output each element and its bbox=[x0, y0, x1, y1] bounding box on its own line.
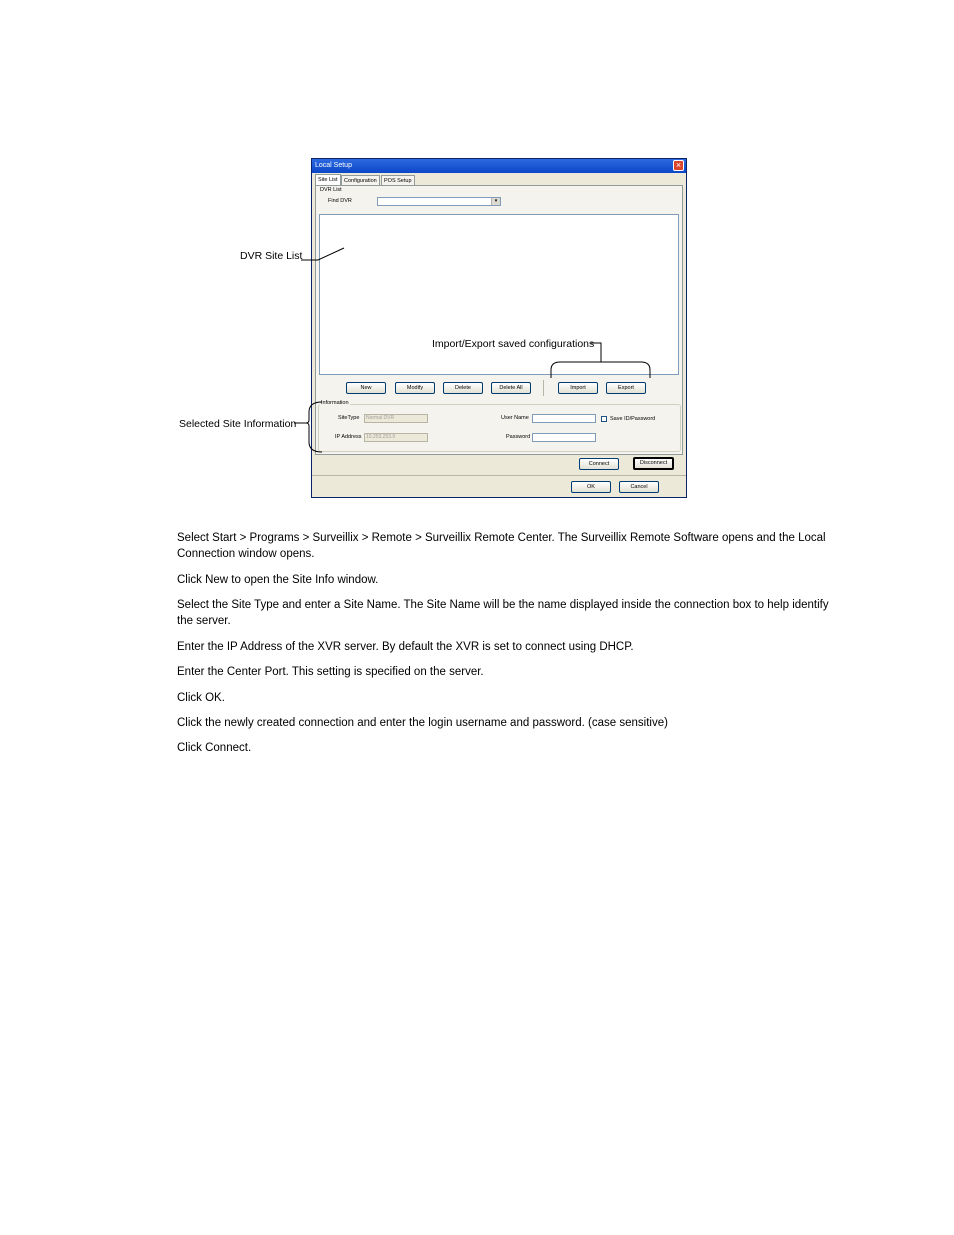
dvr-site-list-callout: DVR Site List bbox=[240, 250, 303, 262]
disconnect-button[interactable]: Disconnect bbox=[633, 457, 674, 470]
ip-address-label: IP Address bbox=[335, 434, 362, 440]
cancel-button[interactable]: Cancel bbox=[619, 481, 659, 493]
site-info-brace bbox=[306, 402, 322, 452]
save-id-label: Save ID/Password bbox=[610, 416, 656, 422]
tab-configuration[interactable]: Configuration bbox=[341, 175, 380, 185]
find-dvr-label: Find DVR bbox=[328, 198, 352, 204]
connect-button[interactable]: Connect bbox=[579, 458, 619, 470]
selected-site-info-callout: Selected Site Information bbox=[179, 418, 297, 430]
callout-lines bbox=[0, 0, 954, 520]
tab-pos-setup[interactable]: POS Setup bbox=[381, 175, 415, 185]
instruction-5: Enter the Center Port. This setting is specified on the server. bbox=[177, 666, 484, 678]
close-icon[interactable]: × bbox=[673, 160, 684, 171]
modify-button[interactable]: Modify bbox=[395, 382, 435, 394]
dvr-site-list-leader bbox=[301, 248, 344, 260]
instruction-6: Click OK. bbox=[177, 692, 225, 704]
tab-site-list[interactable]: Site List bbox=[315, 174, 341, 185]
dvr-list-label: DVR List bbox=[320, 187, 342, 193]
instruction-2: Click New to open the Site Info window. bbox=[177, 574, 379, 586]
import-button[interactable]: Import bbox=[558, 382, 598, 394]
ip-address-field: 10.253.253.9 bbox=[364, 433, 428, 442]
ok-button[interactable]: OK bbox=[571, 481, 611, 493]
user-name-label: User Name bbox=[501, 415, 529, 421]
instruction-4: Enter the IP Address of the XVR server. By default the XVR is set to connect using DHCP. bbox=[177, 641, 634, 653]
export-button[interactable]: Export bbox=[606, 382, 646, 394]
site-type-field: Normal DVR bbox=[364, 414, 428, 423]
import-export-callout: Import/Export saved configurations bbox=[432, 338, 595, 350]
instruction-3: Select the Site Type and enter a Site Name. The Site Name will be the name displayed inside the connection box to help identify the server. bbox=[177, 599, 829, 627]
instruction-8: Click Connect. bbox=[177, 742, 252, 754]
delete-button[interactable]: Delete bbox=[443, 382, 483, 394]
window-title: Local Setup bbox=[315, 162, 352, 169]
new-button[interactable]: New bbox=[346, 382, 386, 394]
instruction-7: Click the newly created connection and enter the login username and password. (case sensitive) bbox=[177, 717, 668, 729]
delete-all-button[interactable]: Delete All bbox=[491, 382, 531, 394]
instruction-1: Select Start > Programs > Surveillix > Remote > Surveillix Remote Center. The Surveillix Remote Software opens and the Local Connection window opens. bbox=[177, 532, 826, 560]
site-type-label: SiteType bbox=[338, 415, 360, 421]
chevron-down-icon[interactable]: ▾ bbox=[491, 198, 500, 205]
information-group-label: Information bbox=[321, 400, 349, 406]
import-export-bracket bbox=[551, 362, 650, 378]
password-label: Password bbox=[506, 434, 531, 440]
